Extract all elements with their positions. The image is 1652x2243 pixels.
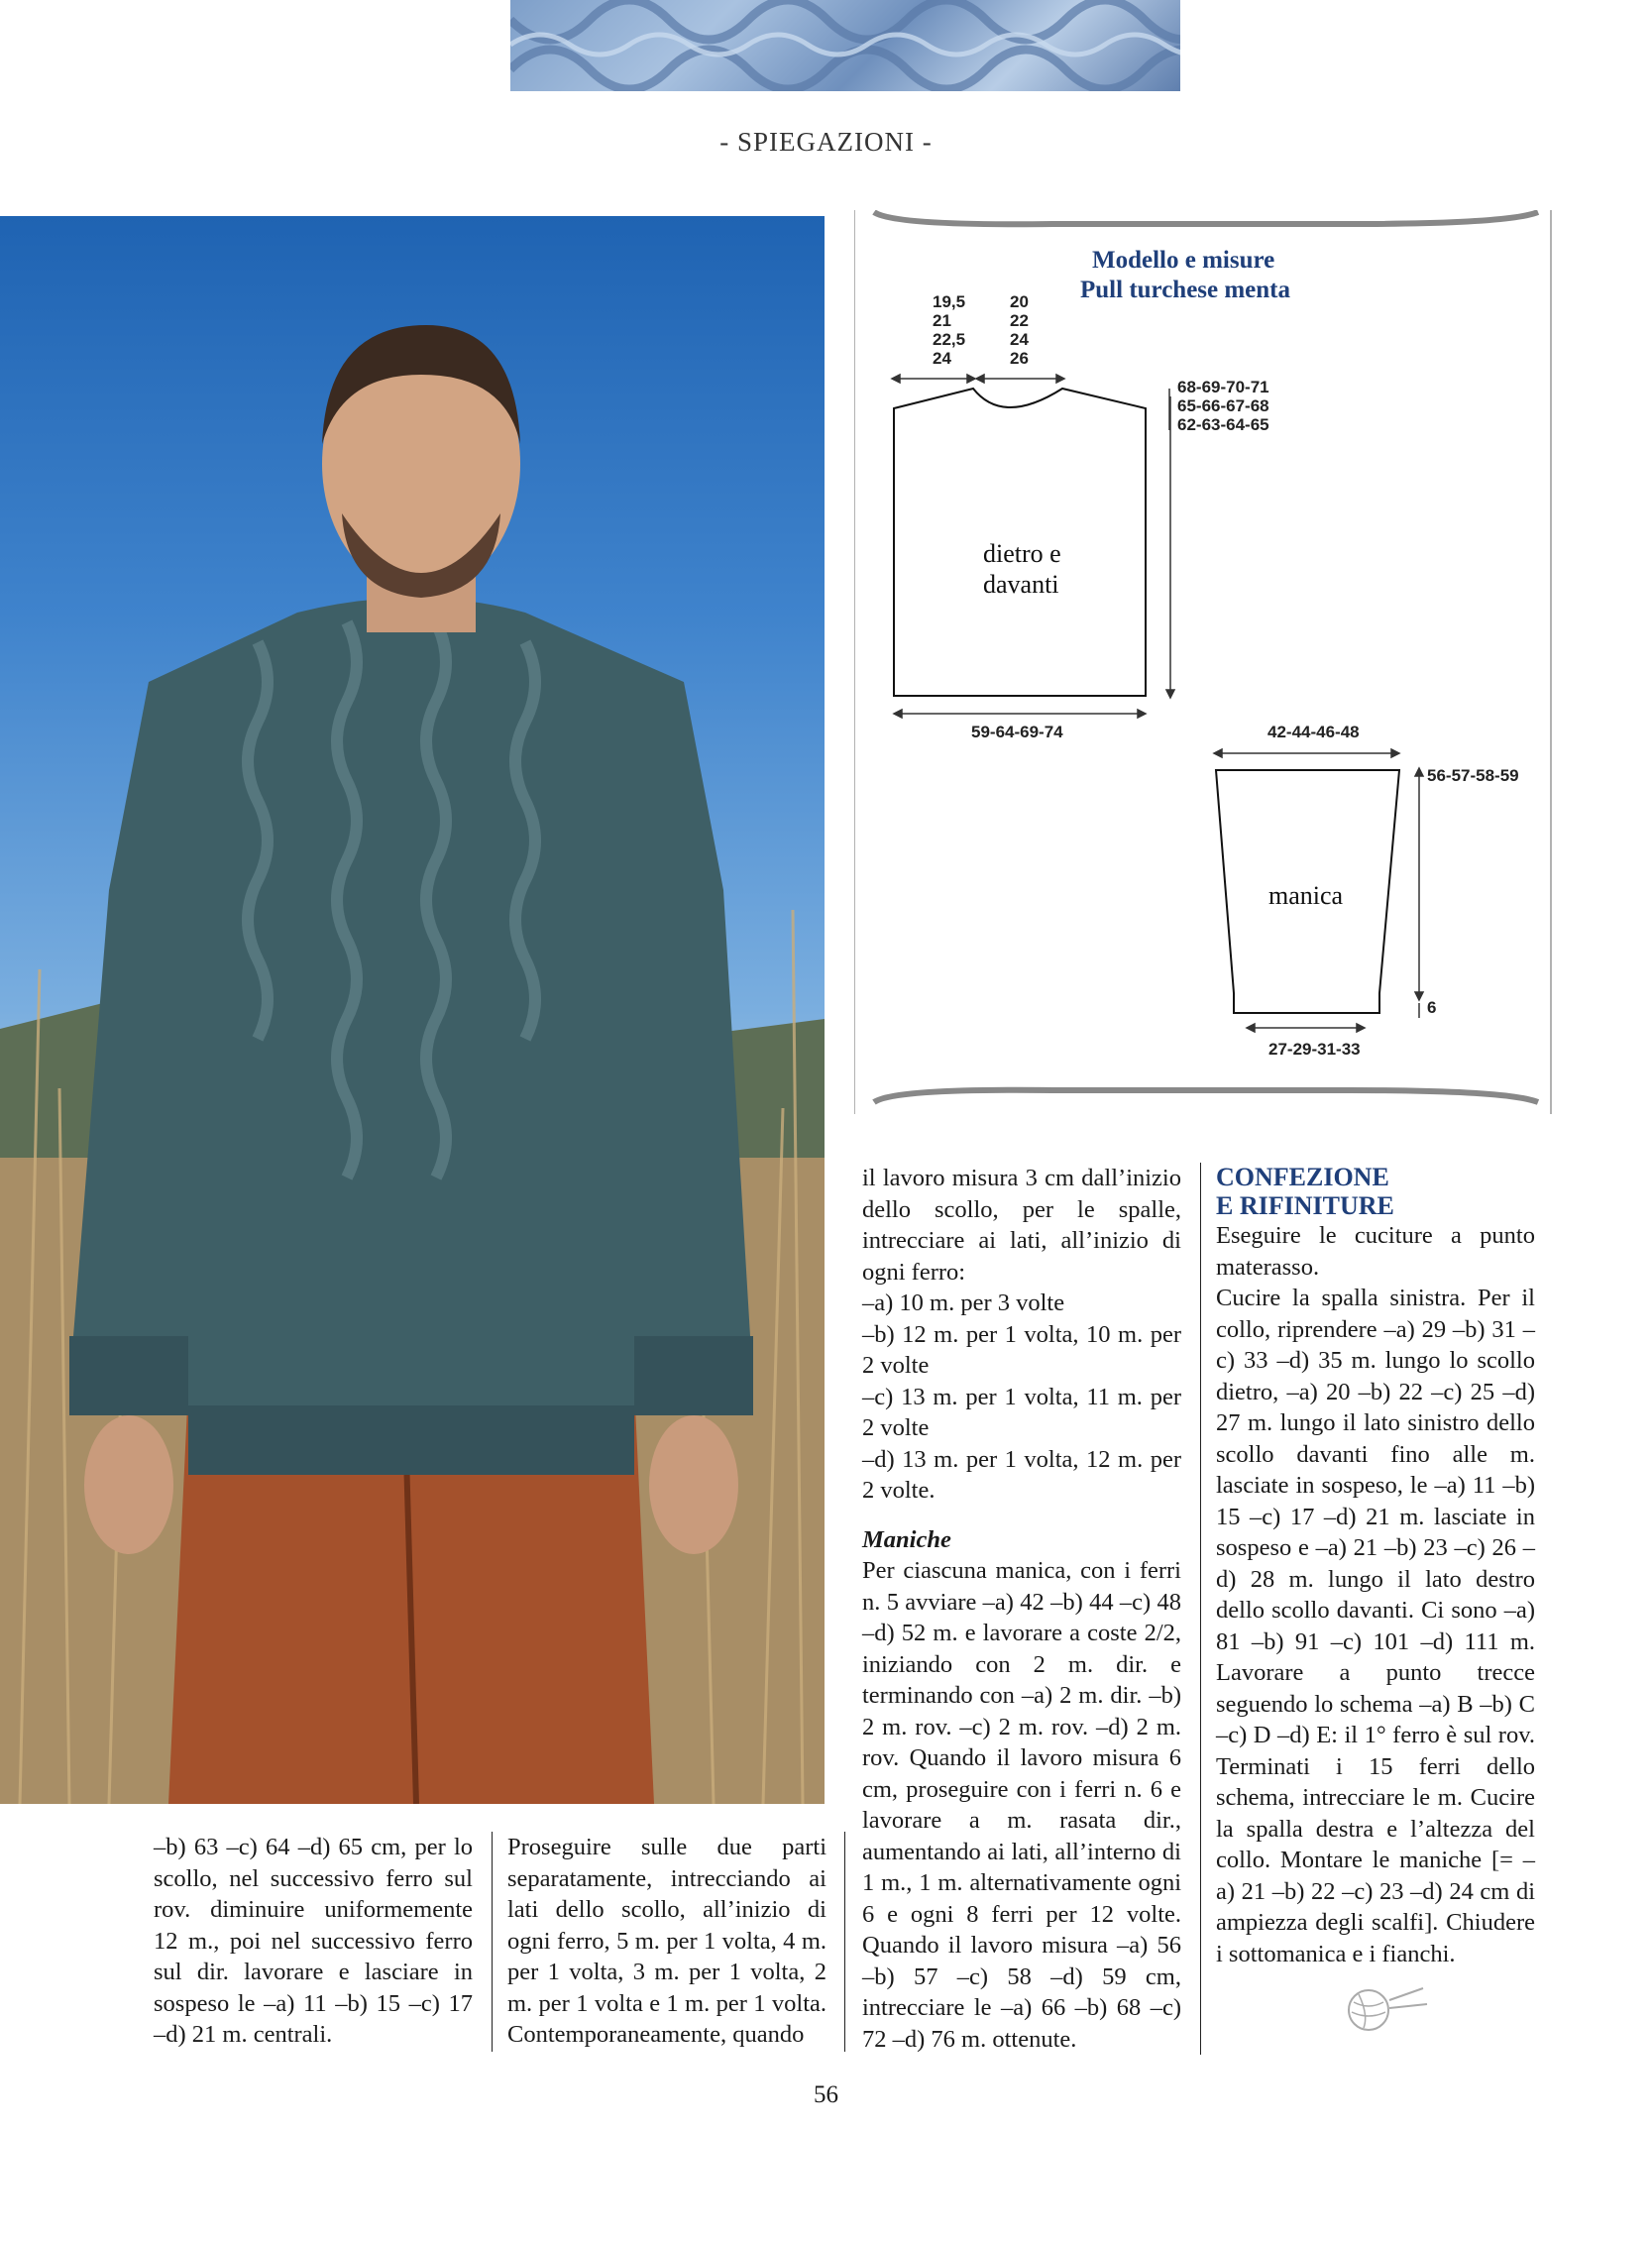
sleeve-bottom-width: 27-29-31-33 bbox=[1268, 1040, 1361, 1059]
column-divider bbox=[844, 1832, 845, 2052]
finishing-heading-1: CONFEZIONE bbox=[1216, 1163, 1389, 1191]
text-column-2 bbox=[507, 1832, 826, 2051]
body-label-1: dietro e bbox=[983, 539, 1061, 568]
shoulder-size-d: 24 bbox=[933, 349, 951, 368]
sleeves-subheading: Maniche bbox=[862, 1525, 951, 1553]
height-size-2: 65-66-67-68 bbox=[1177, 396, 1269, 415]
sleeve-length: 56-57-58-59 bbox=[1427, 766, 1519, 785]
text-column-1 bbox=[154, 1832, 473, 2051]
model-photo bbox=[0, 216, 825, 1804]
page-number: 56 bbox=[814, 2081, 838, 2108]
height-size-3: 62-63-64-65 bbox=[1177, 415, 1269, 434]
col2-paragraph: Proseguire sulle due parti separatamente, intrecciando ai lati dello scollo, all’inizio di ogni ferro, 5 m. per 1 volta, 4 m. per 1 volta, 3 m. per 1 volta, 2 m. per 1 volta e 1 m. per 1 volta. Contemporaneamente, quando bbox=[507, 1834, 826, 2048]
col3-line-d: –d) 13 m. per 1 volta, 12 m. per 2 volte. bbox=[862, 1445, 1181, 1504]
frame-top bbox=[874, 212, 1538, 224]
text-column-4 bbox=[1216, 1163, 1535, 1969]
neck-size-b: 22 bbox=[1010, 311, 1029, 330]
shoulder-size-a: 19,5 bbox=[933, 292, 966, 311]
yarn-ball-icon bbox=[1324, 1980, 1433, 2040]
column-divider bbox=[492, 1832, 493, 2052]
frame-bottom bbox=[874, 1090, 1538, 1102]
col3-line-b: –b) 12 m. per 1 volta, 10 m. per 2 volte bbox=[862, 1320, 1181, 1379]
neck-size-c: 24 bbox=[1010, 330, 1029, 349]
yarn-swatch-image bbox=[510, 0, 1180, 91]
col1-paragraph: –b) 63 –c) 64 –d) 65 cm, per lo scollo, nel successivo ferro sul rov. diminuire uniformemente 12 m., poi nel successivo ferro sul dir. lavorare e lasciare in sospeso le –a) 11 –b) 15 –c) 17 –d) 21 m. centrali. bbox=[154, 1834, 473, 2048]
column-divider bbox=[1200, 1163, 1201, 2055]
finishing-paragraph-2: Cucire la spalla sinistra. Per il collo, riprendere –a) 29 –b) 31 –c) 33 –d) 35 m. lungo lo scollo dietro, –a) 20 –b) 22 –c) 25 –d) 27 m. lungo il lato sinistro dello scollo davanti fino alle m. lasciate in sospeso, le –a) 11 –b) 15 –c) 17 –d) 21 m. lasciate in sospeso e –a) 21 –b) 23 –c) 26 –d) 28 m. lungo il lato destro dello scollo davanti. Ci sono –a) 81 –b) 91 –c) 101 –d) 111 m. Lavorare a punto trecce seguendo lo schema –a) B –b) C –c) D –d) E: il 1° ferro è sul rov. Terminati i 15 ferri dello schema, intrecciare le m. Cucire la spalla destra e l’altezza del collo. Montare le maniche [= –a) 21 –b) 22 –c) 23 –d) 24 cm di ampiezza degli scalfi]. Chiudere i sottomanica e i fianchi. bbox=[1216, 1285, 1535, 1967]
sleeve-cuff: 6 bbox=[1427, 998, 1437, 1017]
section-title: - SPIEGAZIONI - bbox=[719, 127, 933, 157]
height-size-1: 68-69-70-71 bbox=[1177, 378, 1269, 396]
finishing-paragraph-1: Eseguire le cuciture a punto materasso. bbox=[1216, 1222, 1535, 1281]
shoulder-size-c: 22,5 bbox=[933, 330, 966, 349]
diagram-title-1: Modello e misure bbox=[1092, 247, 1275, 274]
sleeve-label: manica bbox=[1268, 881, 1344, 910]
neck-size-d: 26 bbox=[1010, 349, 1029, 368]
diagram-title-2: Pull turchese menta bbox=[1080, 277, 1291, 303]
sleeve-top-width: 42-44-46-48 bbox=[1267, 723, 1360, 741]
finishing-heading-2: E RIFINITURE bbox=[1216, 1191, 1394, 1220]
neck-size-a: 20 bbox=[1010, 292, 1029, 311]
size-diagram bbox=[854, 210, 1552, 1114]
text-column-3 bbox=[862, 1163, 1181, 2055]
col3-line-c: –c) 13 m. per 1 volta, 11 m. per 2 volte bbox=[862, 1383, 1181, 1441]
body-label-2: davanti bbox=[983, 570, 1059, 599]
body-width: 59-64-69-74 bbox=[971, 723, 1063, 741]
shoulder-size-b: 21 bbox=[933, 311, 951, 330]
col3-line-a: –a) 10 m. per 3 volte bbox=[862, 1290, 1065, 1316]
col3-intro: il lavoro misura 3 cm dall’inizio dello scollo, per le spalle, intrecciare ai lati, all’inizio di ogni ferro: bbox=[862, 1165, 1181, 1286]
sleeves-paragraph: Per ciascuna manica, con i ferri n. 5 avviare –a) 42 –b) 44 –c) 48 –d) 52 m. e lavorare a coste 2/2, iniziando con 2 m. dir. e terminando con –a) 2 m. dir. –b) 2 m. rov. –c) 2 m. rov. –d) 2 m. rov. Quando il lavoro misura 6 cm, proseguire con i ferri n. 6 e lavorare a m. rasata dir., aumentando ai lati, all’interno di 1 m., 1 m. alternativamente ogni 6 e ogni 8 ferri per 12 volte. Quando il lavoro misura –a) 56 –b) 57 –c) 58 –d) 59 cm, intrecciare le –a) 66 –b) 68 –c) 72 –d) 76 m. ottenute. bbox=[862, 1557, 1181, 2053]
